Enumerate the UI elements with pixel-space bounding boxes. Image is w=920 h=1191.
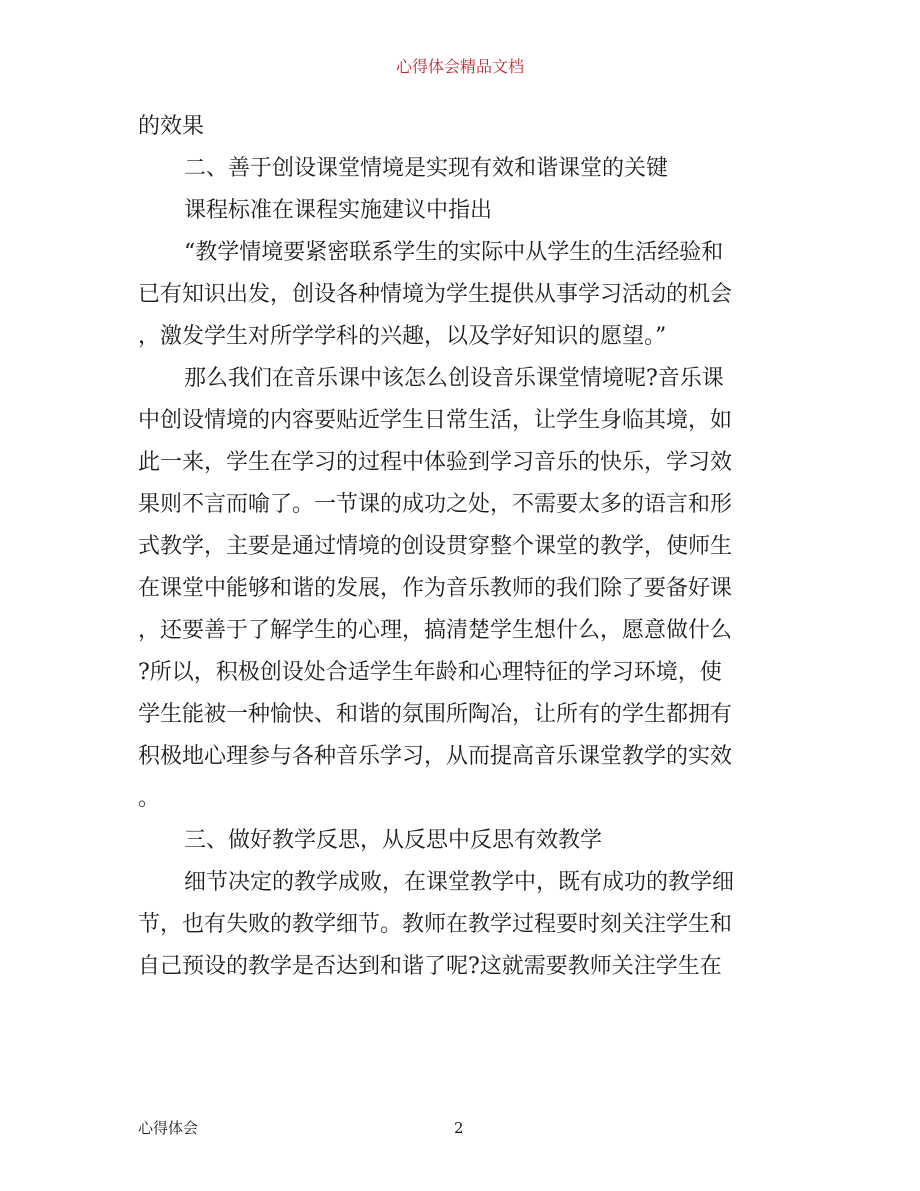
text-line: 课程标准在课程实施建议中指出 xyxy=(184,198,493,223)
section-heading: 三、做好教学反思，从反思中反思有效教学 xyxy=(184,828,603,853)
document-body xyxy=(138,106,788,988)
text-line: 。 xyxy=(138,786,161,811)
page-number: 2 xyxy=(454,1119,464,1137)
text-line: 那么我们在音乐课中该怎么创设音乐课堂情境呢?音乐课 xyxy=(184,366,724,391)
text-line: ?所以，积极创设处合适学生年龄和心理特征的学习环境，使 xyxy=(138,660,722,685)
text-line: 式教学，主要是通过情境的创设贯穿整个课堂的教学，使师生 xyxy=(138,534,733,559)
page-header-title: 心得体会精品文档 xyxy=(395,57,524,76)
quote-line: 已有知识出发，创设各种情境为学生提供从事学习活动的机会 xyxy=(138,282,733,307)
section-heading: 二、善于创设课堂情境是实现有效和谐课堂的关键 xyxy=(184,156,669,181)
text-line: 积极地心理参与各种音乐学习，从而提高音乐课堂教学的实效 xyxy=(138,744,733,769)
text-line: 中创设情境的内容要贴近学生日常生活，让学生身临其境，如 xyxy=(138,408,733,433)
text-line: 自己预设的教学是否达到和谐了呢?这就需要教师关注学生在 xyxy=(138,954,722,979)
text-line: 细节决定的教学成败，在课堂教学中，既有成功的教学细 xyxy=(184,870,735,895)
footer-label: 心得体会 xyxy=(138,1119,199,1137)
text-line: 此一来，学生在学习的过程中体验到学习音乐的快乐，学习效 xyxy=(138,450,733,475)
text-line: 学生能被一种愉快、和谐的氛围所陶冶，让所有的学生都拥有 xyxy=(138,702,733,727)
text-line: ，还要善于了解学生的心理，搞清楚学生想什么，愿意做什么 xyxy=(138,618,733,643)
text-line: 节，也有失败的教学细节。教师在教学过程要时刻关注学生和 xyxy=(138,912,733,937)
quote-line: “教学情境要紧密联系学生的实际中从学生的生活经验和 xyxy=(184,240,724,265)
text-line: 果则不言而喻了。一节课的成功之处，不需要太多的语言和形 xyxy=(138,492,733,517)
text-line: 在课堂中能够和谐的发展，作为音乐教师的我们除了要备好课 xyxy=(138,576,733,601)
text-line: 的效果 xyxy=(138,114,205,139)
quote-line: ，激发学生对所学学科的兴趣，以及学好知识的愿望。” xyxy=(138,324,667,349)
